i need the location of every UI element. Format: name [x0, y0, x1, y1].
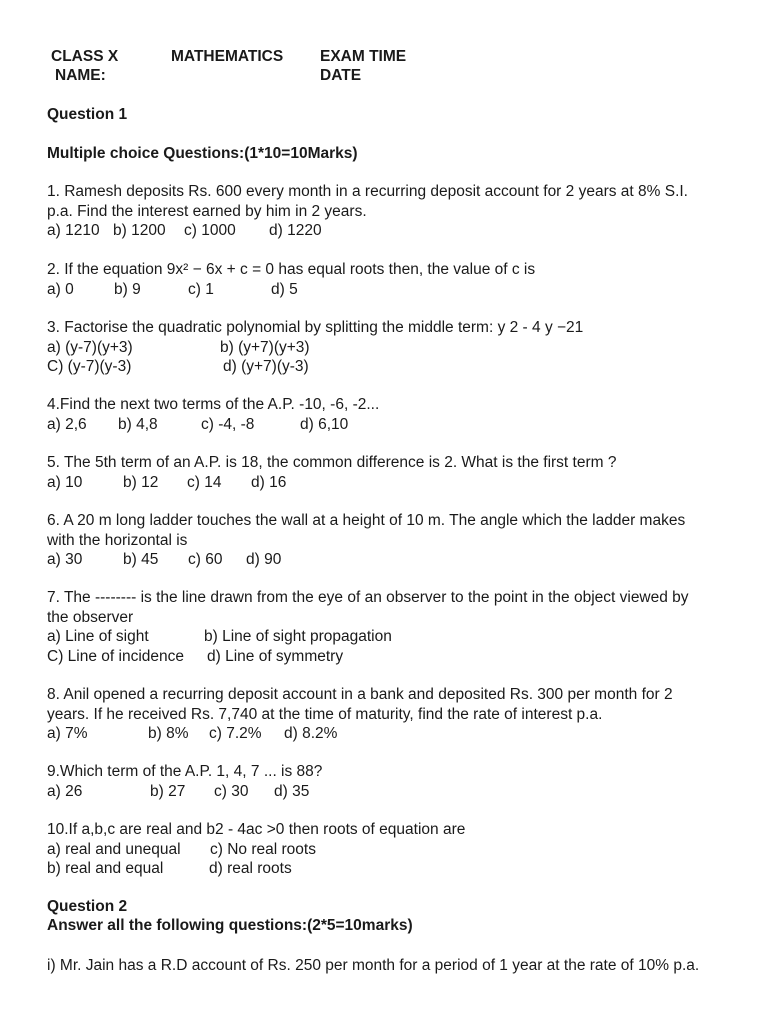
option-a[interactable]: a) Line of sight	[47, 628, 149, 645]
question-text: 6. A 20 m long ladder touches the wall at a height of 10 m. The angle which the ladder makes	[47, 512, 686, 529]
option-b[interactable]: b) 8%	[148, 725, 189, 742]
option-d[interactable]: d) 5	[271, 280, 298, 298]
section1-title: Question 1	[47, 106, 128, 123]
option-a[interactable]: a) 1210	[47, 222, 100, 239]
options-row	[47, 357, 727, 377]
option-a[interactable]: a) 2,6	[47, 415, 87, 433]
option-d[interactable]: d) 16	[251, 473, 287, 491]
question-text: with the horizontal is	[47, 531, 188, 549]
question-8	[47, 685, 727, 744]
question-text: years. If he received Rs. 7,740 at the time of maturity, find the rate of interest p.a.	[47, 705, 603, 723]
section2-title: Question 2	[47, 898, 128, 915]
option-b[interactable]: b) (y+7)(y+3)	[220, 338, 310, 356]
question-9	[47, 762, 727, 801]
question-6	[47, 511, 727, 570]
options-row	[47, 221, 727, 241]
section2-item-1: i) Mr. Jain has a R.D account of Rs. 250 per month for a period of 1 year at the rate of 10% p.a.	[47, 957, 700, 974]
question-text: 9.Which term of the A.P. 1, 4, 7 ... is 88?	[47, 763, 323, 780]
option-a[interactable]: a) real and unequal	[47, 840, 181, 858]
option-c[interactable]: C) Line of incidence	[47, 647, 184, 665]
question-text: 3. Factorise the quadratic polynomial by splitting the middle term: y 2 - 4 y −21	[47, 319, 584, 336]
option-b[interactable]: b) real and equal	[47, 860, 164, 877]
question-text: the observer	[47, 608, 134, 626]
section2-subtitle: Answer all the following questions:(2*5=10marks)	[47, 917, 413, 934]
option-d[interactable]: d) 35	[274, 782, 310, 800]
option-b[interactable]: b) 45	[123, 551, 159, 568]
subject-label: MATHEMATICS	[171, 48, 284, 65]
option-d[interactable]: d) 1220	[269, 222, 322, 239]
question-text: 5. The 5th term of an A.P. is 18, the common difference is 2. What is the first term ?	[47, 454, 617, 471]
question-7	[47, 588, 727, 666]
options-row	[47, 859, 727, 879]
option-b[interactable]: b) 4,8	[118, 415, 158, 433]
name-label: NAME:	[55, 67, 106, 84]
option-d[interactable]: d) 8.2%	[284, 725, 338, 742]
option-a[interactable]: a) 0	[47, 280, 74, 298]
option-b[interactable]: b) 1200	[113, 222, 166, 239]
option-c[interactable]: c) 30	[214, 782, 249, 800]
section1-subtitle: Multiple choice Questions:(1*10=10Marks)	[47, 145, 358, 162]
option-c[interactable]: c) 1000	[184, 222, 236, 239]
question-1	[47, 182, 727, 241]
question-4	[47, 395, 727, 434]
option-b[interactable]: b) 27	[150, 782, 186, 800]
question-2	[47, 260, 727, 299]
option-a[interactable]: a) 26	[47, 782, 83, 800]
option-c[interactable]: C) (y-7)(y-3)	[47, 358, 132, 375]
option-a[interactable]: a) (y-7)(y+3)	[47, 338, 133, 356]
options-row	[47, 724, 727, 744]
question-10	[47, 820, 727, 879]
option-d[interactable]: d) real roots	[209, 860, 292, 877]
options-row	[47, 782, 727, 802]
class-label: CLASS X	[51, 48, 119, 65]
date-label: DATE	[320, 67, 362, 84]
options-row	[47, 280, 727, 300]
option-b[interactable]: b) 12	[123, 473, 159, 491]
option-d[interactable]: d) Line of symmetry	[207, 647, 344, 665]
option-c[interactable]: c) 1	[188, 280, 214, 298]
option-b[interactable]: b) 9	[114, 280, 141, 298]
option-d[interactable]: d) (y+7)(y-3)	[223, 358, 309, 375]
option-b[interactable]: b) Line of sight propagation	[204, 628, 392, 645]
question-3	[47, 318, 727, 377]
option-d[interactable]: d) 90	[246, 551, 282, 568]
question-text: 8. Anil opened a recurring deposit account in a bank and deposited Rs. 300 per month for 2	[47, 686, 673, 703]
option-c[interactable]: c) No real roots	[210, 840, 316, 858]
option-c[interactable]: c) 60	[188, 551, 223, 568]
option-d[interactable]: d) 6,10	[300, 415, 349, 433]
options-row	[47, 550, 727, 570]
option-c[interactable]: c) 7.2%	[209, 725, 262, 742]
question-text: 4.Find the next two terms of the A.P. -10, -6, -2...	[47, 396, 380, 413]
option-a[interactable]: a) 10	[47, 473, 83, 491]
question-text: 7. The -------- is the line drawn from the eye of an observer to the point in the object viewed by	[47, 589, 689, 606]
option-a[interactable]: a) 30	[47, 551, 83, 568]
exam-time-label: EXAM TIME	[320, 48, 407, 65]
options-row	[47, 647, 727, 667]
question-text: 1. Ramesh deposits Rs. 600 every month in a recurring deposit account for 2 years at 8% S.I.	[47, 183, 688, 200]
question-5	[47, 453, 727, 492]
options-row	[47, 627, 727, 647]
option-c[interactable]: c) -4, -8	[201, 415, 255, 433]
question-text: 10.If a,b,c are real and b2 - 4ac >0 then roots of equation are	[47, 821, 466, 838]
options-row	[47, 840, 727, 860]
question-text: p.a. Find the interest earned by him in 2 years.	[47, 202, 367, 220]
option-a[interactable]: a) 7%	[47, 725, 88, 742]
options-row	[47, 473, 727, 493]
options-row	[47, 415, 727, 435]
option-c[interactable]: c) 14	[187, 473, 222, 491]
options-row	[47, 338, 727, 358]
question-text: 2. If the equation 9x² − 6x + c = 0 has equal roots then, the value of c is	[47, 261, 536, 278]
